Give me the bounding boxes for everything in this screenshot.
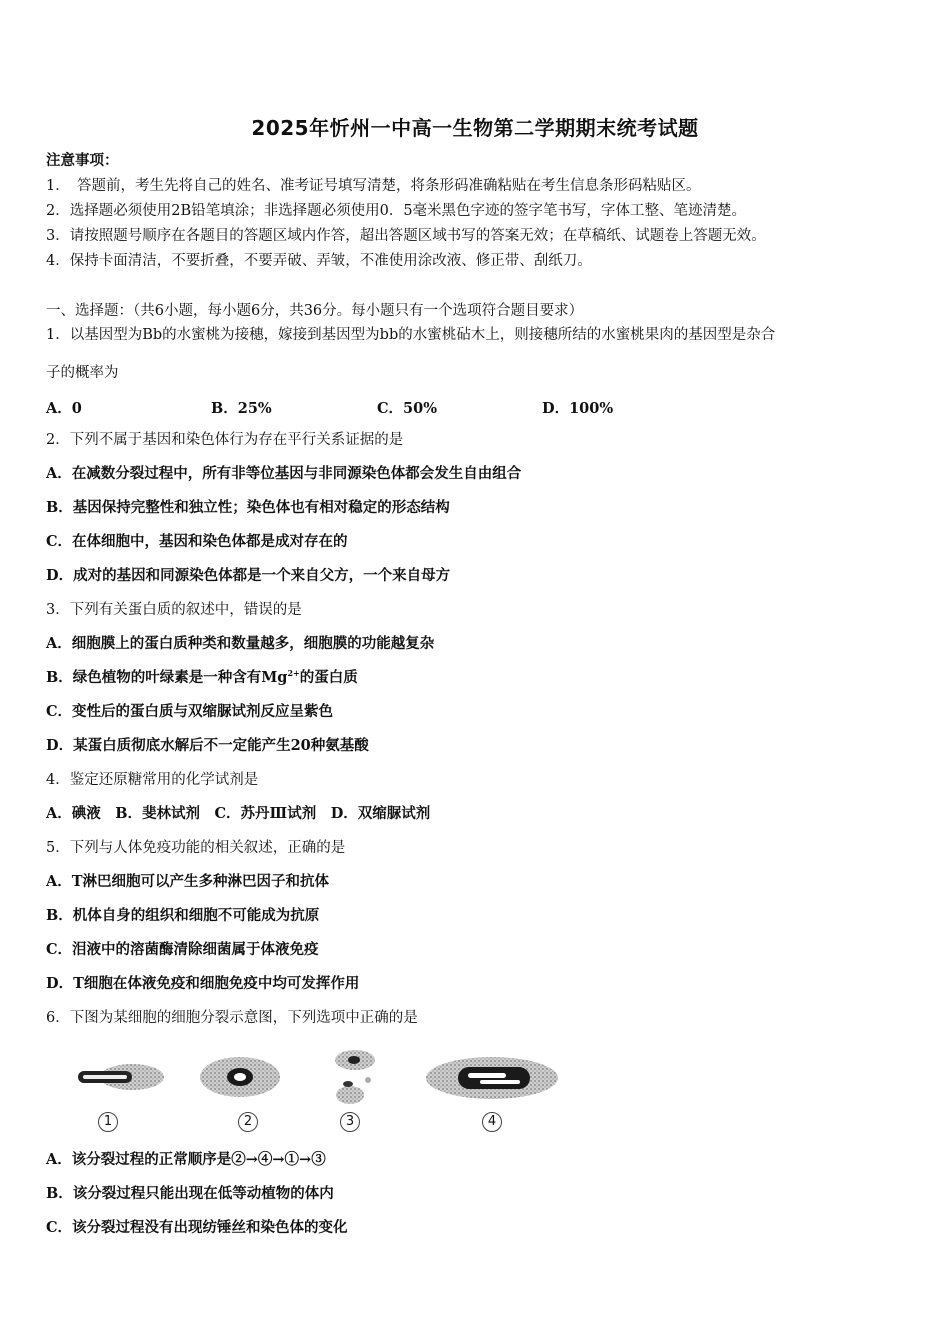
q1-option-a: A．0: [46, 400, 82, 417]
q5-option-c: C．泪液中的溶菌酶清除细菌属于体液免疫: [46, 941, 319, 958]
q3-option-c: C．变性后的蛋白质与双缩脲试剂反应呈紫色: [46, 703, 334, 720]
q3-option-b: B．绿色植物的叶绿素是一种含有$Mg^{2+}$的蛋白质: [46, 668, 358, 686]
cell-stage-2: [200, 1057, 280, 1097]
q6-option-c: C．该分裂过程没有出现纺锤丝和染色体的变化: [46, 1219, 348, 1236]
figure-label-3: 3: [340, 1112, 360, 1132]
q6-option-a: A．该分裂过程的正常顺序是②→④→①→③: [46, 1151, 326, 1168]
q1-option-d: D．100%: [542, 400, 614, 417]
q3-stem: 3．下列有关蛋白质的叙述中，错误的是: [46, 602, 302, 618]
q5-option-d: D．T细胞在体液免疫和细胞免疫中均可发挥作用: [46, 975, 360, 992]
notice-item: 3．请按照题号顺序在各题目的答题区域内作答，超出答题区域书写的答案无效；在草稿纸、试题卷上答题无效。: [46, 228, 766, 244]
q3-option-a: A．细胞膜上的蛋白质种类和数量越多，细胞膜的功能越复杂: [46, 635, 435, 652]
q1-option-c: C．50%: [377, 400, 437, 417]
q4-options: A．碘液 B．斐林试剂 C．苏丹Ⅲ试剂 D．双缩脲试剂: [46, 805, 431, 822]
q4-stem: 4．鉴定还原糖常用的化学试剂是: [46, 772, 259, 788]
notice-item: 1． 答题前，考生先将自己的姓名、准考证号填写清楚，将条形码准确粘贴在考生信息条形码粘贴区。: [46, 178, 701, 194]
cell-stage-1: [78, 1064, 164, 1090]
q5-option-b: B．机体自身的组织和细胞不可能成为抗原: [46, 907, 320, 924]
cell-division-figure: [70, 1040, 570, 1135]
page-title: 2025年忻州一中高一生物第二学期期末统考试题: [251, 116, 699, 140]
notice-heading: 注意事项：: [46, 152, 119, 169]
q2-option-a: A．在减数分裂过程中，所有非等位基因与非同源染色体都会发生自由组合: [46, 465, 522, 482]
figure-label-4: 4: [482, 1112, 502, 1132]
notice-item: 2．选择题必须使用2B铅笔填涂；非选择题必须使用0．5毫米黑色字迹的签字笔书写，字体工整、笔迹清楚。: [46, 203, 747, 219]
q2-option-d: D．成对的基因和同源染色体都是一个来自父方，一个来自母方: [46, 567, 451, 584]
q2-stem: 2．下列不属于基因和染色体行为存在平行关系证据的是: [46, 432, 404, 448]
q2-option-c: C．在体细胞中，基因和染色体都是成对存在的: [46, 533, 348, 550]
q6-option-b: B．该分裂过程只能出现在低等动植物的体内: [46, 1185, 334, 1202]
q1-stem-cont: 子的概率为: [46, 365, 119, 381]
q5-stem: 5．下列与人体免疫功能的相关叙述，正确的是: [46, 840, 346, 856]
q3-option-d: D．某蛋白质彻底水解后不一定能产生20种氨基酸: [46, 737, 369, 754]
cell-stage-4: [426, 1057, 558, 1099]
q1-stem: 1．以基因型为Bb的水蜜桃为接穗，嫁接到基因型为bb的水蜜桃砧木上，则接穗所结的水蜜桃果肉的基因型是杂合: [46, 327, 776, 343]
figure-label-2: 2: [238, 1112, 258, 1132]
q5-option-a: A．T淋巴细胞可以产生多种淋巴因子和抗体: [46, 873, 330, 890]
q2-option-b: B．基因保持完整性和独立性；染色体也有相对稳定的形态结构: [46, 499, 450, 516]
cell-stage-3: [335, 1050, 375, 1104]
section-heading: 一、选择题：（共6小题，每小题6分，共36分。每小题只有一个选项符合题目要求）: [46, 303, 584, 319]
figure-label-1: 1: [98, 1112, 118, 1132]
q6-stem: 6．下图为某细胞的细胞分裂示意图，下列选项中正确的是: [46, 1010, 418, 1026]
notice-item: 4．保持卡面清洁，不要折叠，不要弄破、弄皱，不准使用涂改液、修正带、刮纸刀。: [46, 253, 592, 269]
q1-option-b: B．25%: [211, 400, 272, 417]
